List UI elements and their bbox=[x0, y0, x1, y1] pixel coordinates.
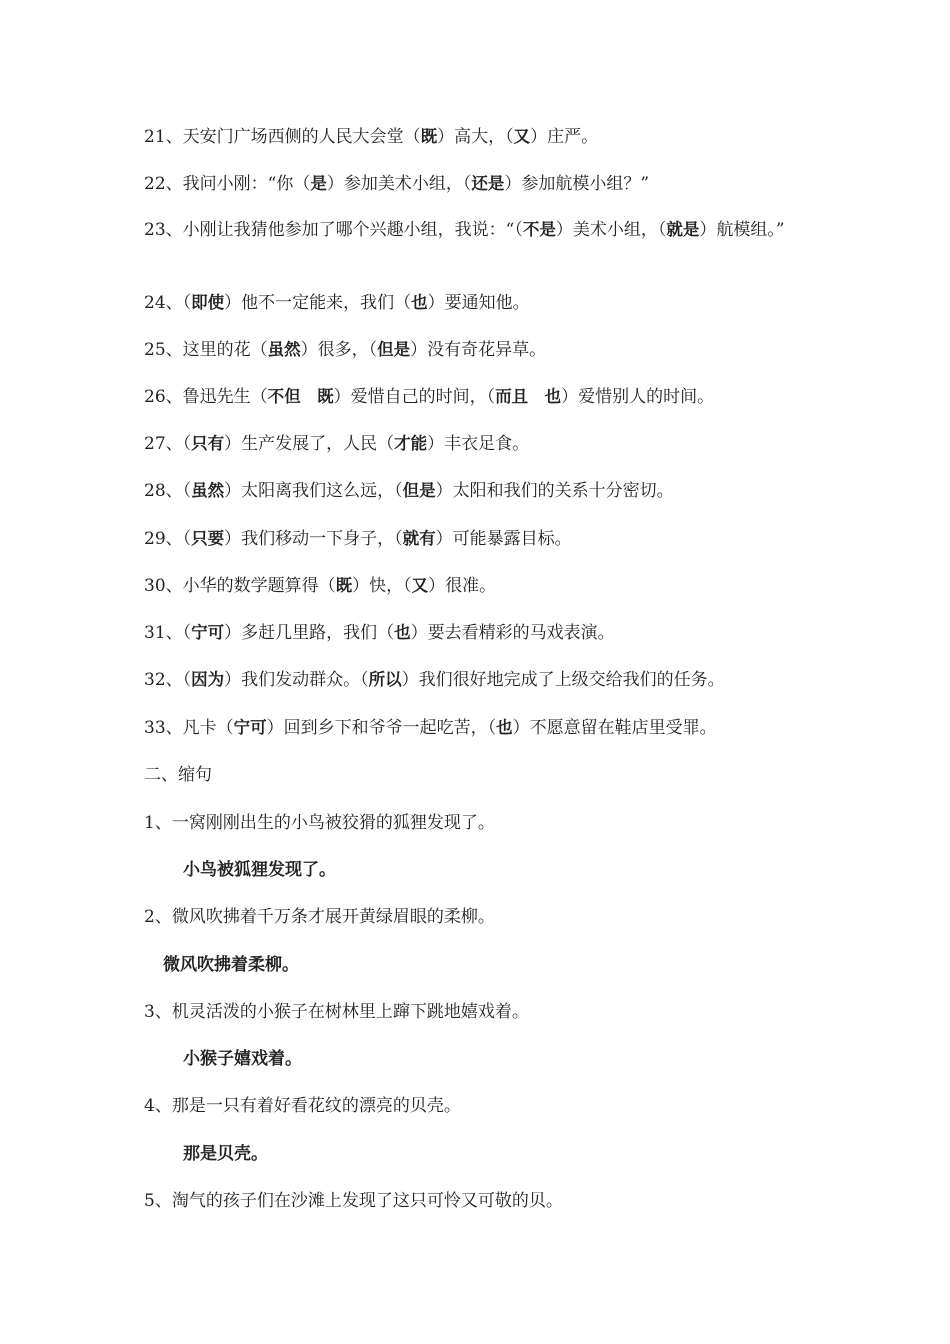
condense-question-4: 4、那是一只有着好看花纹的漂亮的贝壳。 bbox=[144, 1096, 461, 1116]
sentence-22: 22、我问小刚：“你（是）参加美术小组，（还是）参加航模小组？” bbox=[144, 174, 650, 194]
sentence-31: 31、（宁可）多赶几里路，我们（也）要去看精彩的马戏表演。 bbox=[144, 623, 615, 643]
condense-question-2: 2、微风吹拂着千万条才展开黄绿眉眼的柔柳。 bbox=[144, 907, 495, 927]
sentence-30: 30、小华的数学题算得（既）快，（又）很准。 bbox=[144, 576, 497, 596]
section-heading: 二、缩句 bbox=[144, 765, 212, 785]
sentence-33: 33、凡卡（宁可）回到乡下和爷爷一起吃苦，（也）不愿意留在鞋店里受罪。 bbox=[144, 718, 717, 738]
sentence-32: 32、（因为）我们发动群众。（所以）我们很好地完成了上级交给我们的任务。 bbox=[144, 670, 725, 690]
condense-question-1: 1、一窝刚刚出生的小鸟被狡猾的狐狸发现了。 bbox=[144, 813, 495, 833]
condense-answer-2: 微风吹拂着柔柳。 bbox=[163, 955, 299, 975]
condense-question-3: 3、机灵活泼的小猴子在树林里上蹿下跳地嬉戏着。 bbox=[144, 1002, 529, 1022]
sentence-24: 24、（即使）他不一定能来，我们（也）要通知他。 bbox=[144, 293, 530, 313]
condense-answer-4: 那是贝壳。 bbox=[183, 1144, 268, 1164]
condense-answer-3: 小猴子嬉戏着。 bbox=[183, 1049, 302, 1069]
condense-question-5: 5、淘气的孩子们在沙滩上发现了这只可怜又可敬的贝。 bbox=[144, 1191, 563, 1211]
sentence-21: 21、天安门广场西侧的人民大会堂（既）高大，（又）庄严。 bbox=[144, 127, 599, 147]
sentence-25: 25、这里的花（虽然）很多，（但是）没有奇花异草。 bbox=[144, 340, 547, 360]
condense-answer-1: 小鸟被狐狸发现了。 bbox=[183, 860, 336, 880]
sentence-28: 28、（虽然）太阳离我们这么远，（但是）太阳和我们的关系十分密切。 bbox=[144, 481, 674, 501]
sentence-26: 26、鲁迅先生（不但 既）爱惜自己的时间，（而且 也）爱惜别人的时间。 bbox=[144, 387, 715, 407]
sentence-29: 29、（只要）我们移动一下身子，（就有）可能暴露目标。 bbox=[144, 529, 572, 549]
sentence-27: 27、（只有）生产发展了，人民（才能）丰衣足食。 bbox=[144, 434, 530, 454]
sentence-23: 23、小刚让我猜他参加了哪个兴趣小组，我说：“（不是）美术小组，（就是）航模组。” bbox=[144, 220, 785, 240]
